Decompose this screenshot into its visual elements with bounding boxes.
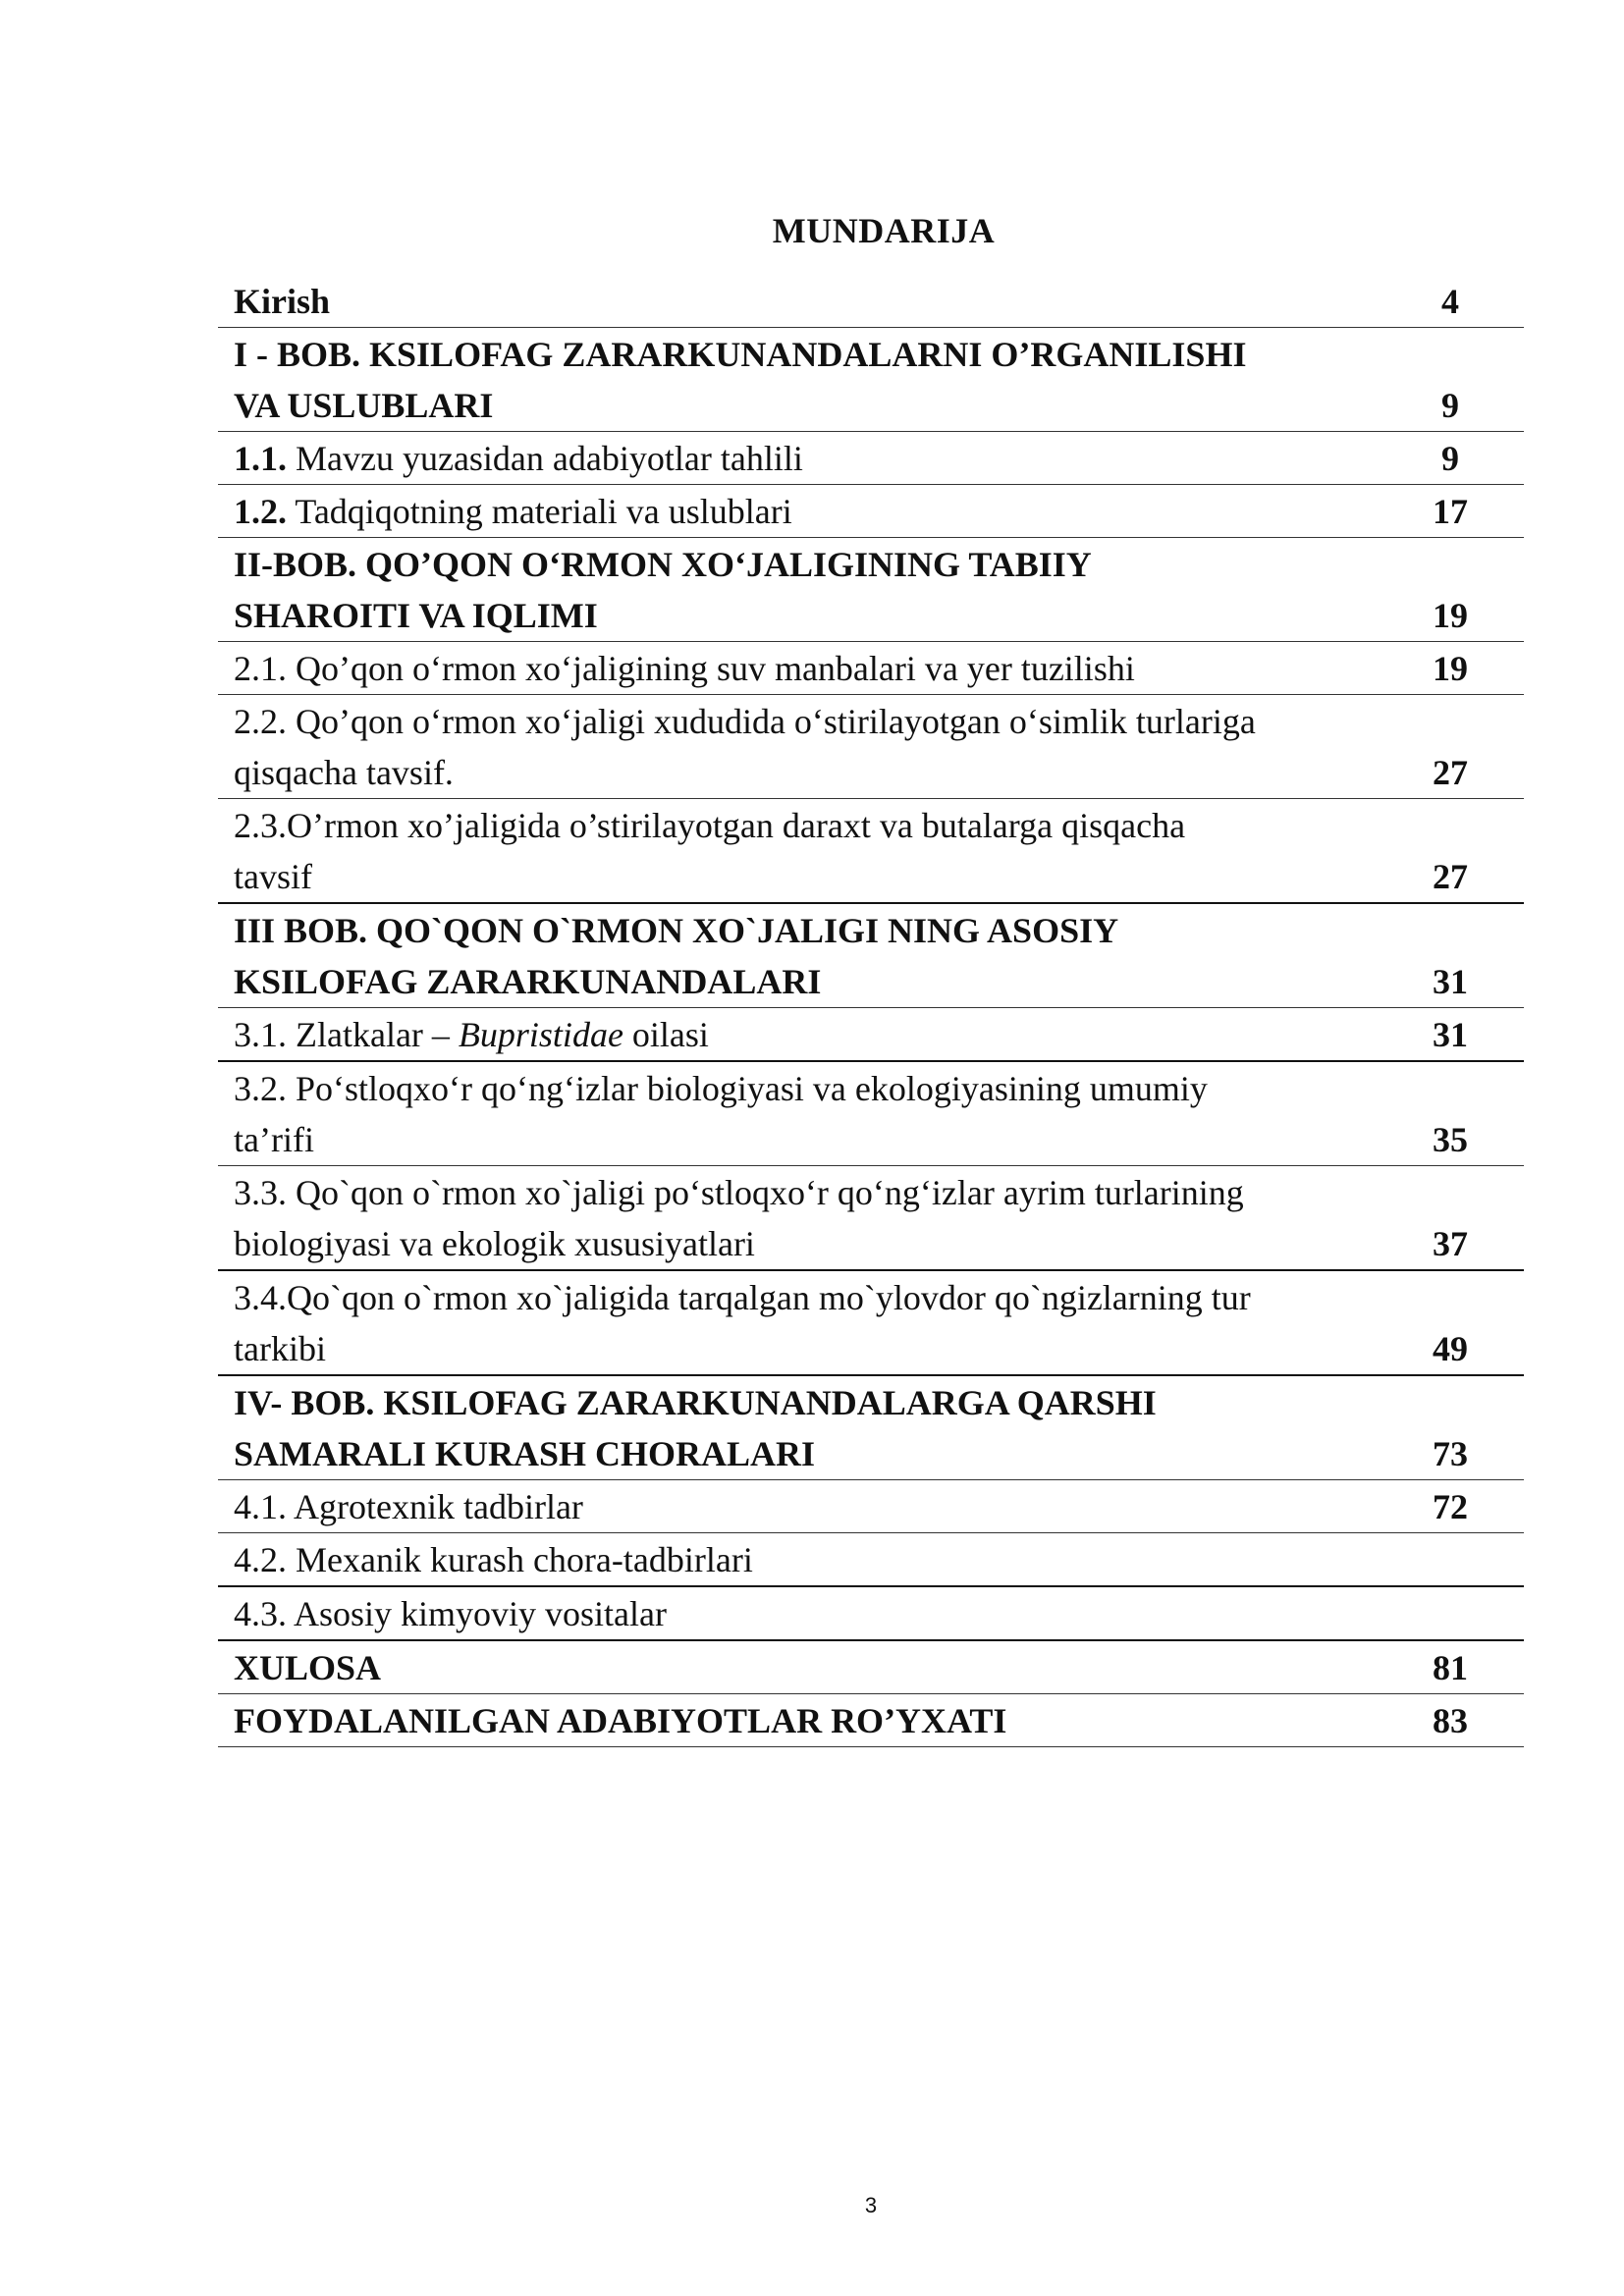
toc-entry-text: FOYDALANILGAN ADABIYOTLAR RO’YXATI (234, 1701, 1007, 1740)
toc-entry-text: 2.2. Qo’qon o‘rmon xo‘jaligi xududida o‘stirilayotgan o‘simlik turlariga (234, 702, 1256, 741)
toc-entry-title (218, 1533, 1377, 1585)
toc-entry-page: 9 (1441, 386, 1459, 425)
toc-entry (218, 485, 1524, 538)
page-number: 3 (864, 2193, 878, 2217)
toc-entry-line (234, 1063, 1377, 1114)
toc-entry (218, 275, 1524, 328)
toc-entry-page: 31 (1433, 962, 1468, 1001)
toc-entry-title (218, 1641, 1377, 1693)
toc-entry-page: 19 (1433, 596, 1468, 635)
toc-entry-suffix: oilasi (623, 1015, 709, 1054)
toc-entry (218, 1694, 1524, 1747)
toc-entry-line (234, 1009, 1377, 1060)
toc-entry-text: 4.2. Mexanik kurash chora-tadbirlari (234, 1540, 753, 1579)
toc-entry-line (234, 956, 1377, 1007)
toc-entry-line (234, 1534, 1377, 1585)
toc-entry-text: 2.1. Qo’qon o‘rmon xo‘jaligining suv manbalari va yer tuzilishi (234, 649, 1135, 688)
toc-entry-title (218, 1376, 1377, 1479)
toc-entry-line (234, 1428, 1377, 1479)
toc-entry-text: 3.4.Qo`qon o`rmon xo`jaligida tarqalgan mo`ylovdor qo`ngizlarning tur (234, 1278, 1251, 1317)
toc-entry-text: 3.3. Qo`qon o`rmon xo`jaligi po‘stloqxo‘r qo‘ng‘izlar ayrim turlarining (234, 1173, 1244, 1212)
toc-entry-line (234, 486, 1377, 537)
table-of-contents (218, 275, 1524, 1747)
toc-entry-line (234, 1695, 1377, 1746)
toc-entry-line (234, 800, 1377, 851)
toc-entry (218, 1641, 1524, 1694)
toc-entry-text: biologiyasi va ekologik xususiyatlari (234, 1224, 755, 1263)
toc-entry (218, 1271, 1524, 1376)
toc-entry-line (234, 1218, 1377, 1269)
toc-entry-page: 81 (1433, 1648, 1468, 1687)
toc-entry-page: 73 (1433, 1434, 1468, 1473)
toc-entry (218, 1062, 1524, 1166)
toc-entry-number: 1.1. (234, 439, 287, 478)
toc-entry-text: qisqacha tavsif. (234, 753, 454, 792)
toc-entry-page: 35 (1433, 1120, 1468, 1159)
toc-entry (218, 799, 1524, 904)
toc-entry (218, 1008, 1524, 1062)
toc-entry (218, 642, 1524, 695)
toc-entry-line (234, 696, 1377, 747)
toc-entry-page: 27 (1433, 753, 1468, 792)
toc-entry-line (234, 643, 1377, 694)
toc-entry-text: 4.3. Asosiy kimyoviy vositalar (234, 1594, 667, 1633)
toc-entry-text: II-BOB. QO’QON O‘RMON XO‘JALIGINING TABIIY (234, 545, 1092, 584)
toc-entry-title (218, 1008, 1377, 1060)
toc-entry-page: 17 (1433, 492, 1468, 531)
toc-entry-line (234, 1272, 1377, 1323)
toc-entry-line (234, 590, 1377, 641)
toc-entry-prefix: 3.1. Zlatkalar – (234, 1015, 459, 1054)
toc-entry-page: 83 (1433, 1701, 1468, 1740)
toc-entry (218, 695, 1524, 799)
toc-entry-line (234, 747, 1377, 798)
toc-entry-text: IV- BOB. KSILOFAG ZARARKUNANDALARGA QARSHI (234, 1383, 1157, 1422)
toc-entry-title (218, 642, 1377, 694)
toc-entry-line (234, 1114, 1377, 1165)
toc-entry-line (234, 905, 1377, 956)
toc-entry-line (234, 1588, 1377, 1639)
toc-entry (218, 1587, 1524, 1641)
toc-entry (218, 432, 1524, 485)
toc-entry-line (234, 539, 1377, 590)
toc-entry-text: I - BOB. KSILOFAG ZARARKUNANDALARNI O’RGANILISHI (234, 335, 1247, 374)
toc-entry-text: VA USLUBLARI (234, 386, 494, 425)
toc-entry-line (234, 851, 1377, 902)
toc-entry-text: tarkibi (234, 1329, 326, 1368)
toc-entry-title (218, 538, 1377, 641)
toc-entry-title (218, 432, 1377, 484)
toc-entry-text: III BOB. QO`QON O`RMON XO`JALIGI NING ASOSIY (234, 911, 1119, 950)
toc-entry-page: 72 (1433, 1487, 1468, 1526)
toc-entry-line (234, 433, 1377, 484)
toc-entry-page: 27 (1433, 857, 1468, 896)
toc-entry-text: SAMARALI KURASH CHORALARI (234, 1434, 816, 1473)
toc-entry-page: 31 (1433, 1015, 1468, 1054)
toc-entry-line (234, 380, 1377, 431)
toc-entry-line (234, 1167, 1377, 1218)
toc-entry-page: 9 (1441, 439, 1459, 478)
toc-entry-text: SHAROITI VA IQLIMI (234, 596, 598, 635)
toc-entry-title (218, 275, 1377, 327)
toc-entry-page: 49 (1433, 1329, 1468, 1368)
toc-entry-line (234, 329, 1377, 380)
toc-entry-title (218, 1480, 1377, 1532)
toc-entry-title (218, 1062, 1377, 1165)
toc-entry-text: Mavzu yuzasidan adabiyotlar tahlili (287, 439, 803, 478)
toc-entry-text: 4.1. Agrotexnik tadbirlar (234, 1487, 583, 1526)
toc-entry-text: XULOSA (234, 1648, 382, 1687)
toc-entry-text: Tadqiqotning materiali va uslublari (287, 492, 792, 531)
toc-entry-page: 37 (1433, 1224, 1468, 1263)
toc-entry-title (218, 1271, 1377, 1374)
toc-entry (218, 328, 1524, 432)
toc-entry (218, 1376, 1524, 1480)
toc-entry (218, 1533, 1524, 1587)
toc-entry (218, 538, 1524, 642)
toc-entry-line (234, 276, 1377, 327)
toc-entry-title (218, 799, 1377, 902)
toc-entry (218, 904, 1524, 1008)
toc-entry-line (234, 1481, 1377, 1532)
toc-entry (218, 1480, 1524, 1533)
toc-entry-text: Kirish (234, 282, 331, 321)
toc-entry-title (218, 904, 1377, 1007)
toc-entry (218, 1166, 1524, 1271)
toc-entry-title (218, 328, 1377, 431)
toc-entry-text: ta’rifi (234, 1120, 314, 1159)
toc-entry-text: KSILOFAG ZARARKUNANDALARI (234, 962, 822, 1001)
toc-entry-title (218, 1587, 1377, 1639)
page-title: MUNDARIJA (772, 211, 996, 250)
toc-entry-number: 1.2. (234, 492, 287, 531)
toc-entry-line (234, 1642, 1377, 1693)
toc-entry-page: 4 (1441, 282, 1459, 321)
toc-entry-title (218, 1694, 1377, 1746)
toc-entry-italic-term: Bupristidae (458, 1015, 623, 1054)
toc-entry-page: 19 (1433, 649, 1468, 688)
toc-entry-line (234, 1377, 1377, 1428)
toc-entry-title (218, 485, 1377, 537)
toc-entry-title (218, 695, 1377, 798)
toc-entry-text: tavsif (234, 857, 312, 896)
toc-entry-text: 3.2. Po‘stloqxo‘r qo‘ng‘izlar biologiyasi va ekologiyasining umumiy (234, 1069, 1208, 1108)
toc-entry-text: 2.3.O’rmon xo’jaligida o’stirilayotgan daraxt va butalarga qisqacha (234, 806, 1186, 845)
toc-entry-line (234, 1323, 1377, 1374)
toc-entry-title (218, 1166, 1377, 1269)
